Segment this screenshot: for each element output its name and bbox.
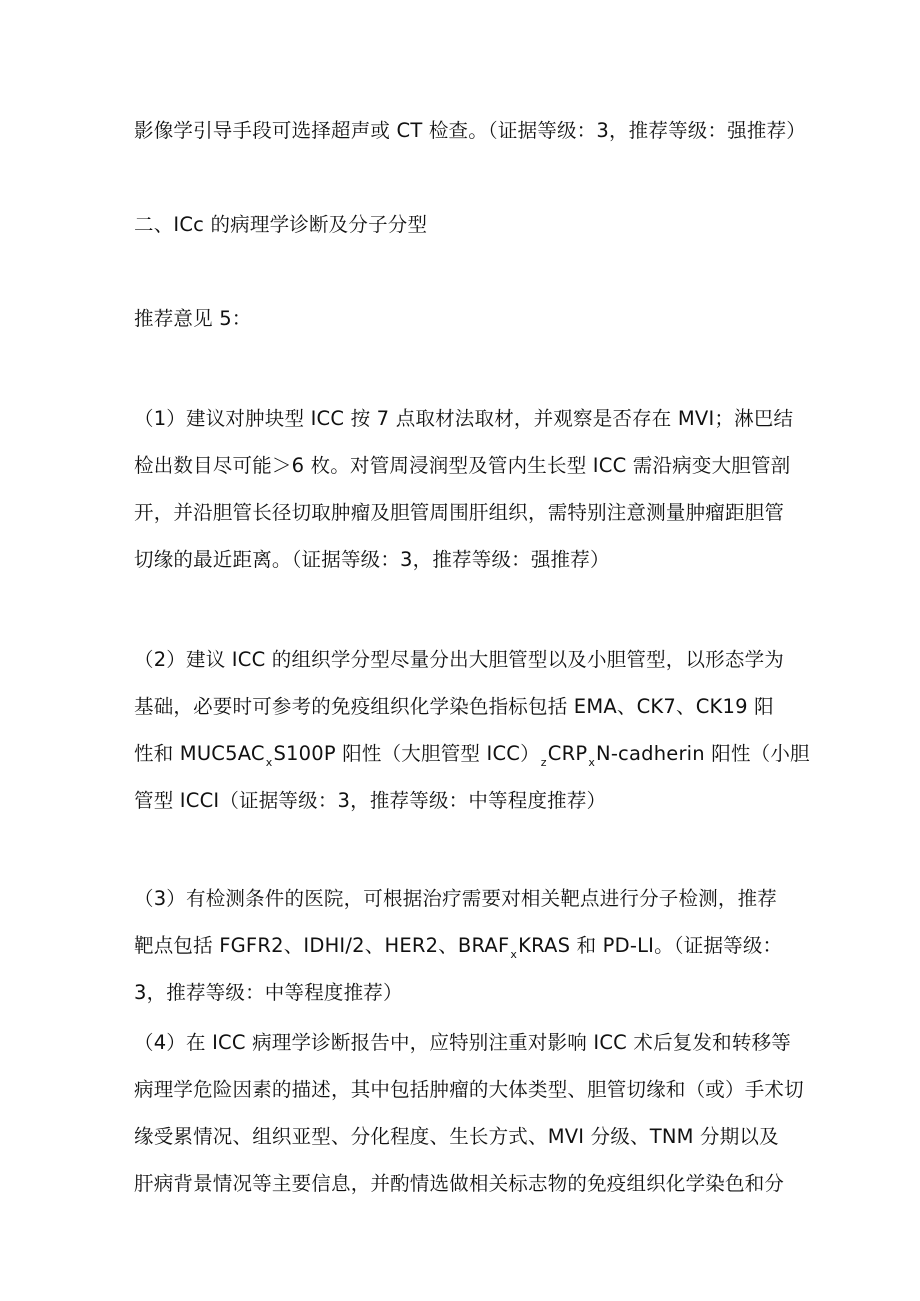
subscript: x — [588, 756, 596, 769]
text-line: 缘受累情况、组织亚型、分化程度、生长方式、MVI 分级、TNM 分期以及 — [134, 1125, 779, 1148]
text-line: 基础，必要时可参考的免疫组织化学染色指标包括 EMA、CK7、CK19 阳 — [134, 695, 774, 718]
subscript: z — [540, 756, 547, 769]
text-line — [134, 933, 814, 962]
text-segment: KRAS 和 PD-LI。（证据等级： — [518, 934, 783, 957]
text-line: 病理学危险因素的描述，其中包括肿瘤的大体类型、胆管切缘和（或）手术切 — [134, 1078, 804, 1101]
text-line: （2）建议 ICC 的组织学分型尽量分出大胆管型以及小胆管型，以形态学为 — [134, 648, 784, 671]
text-line: 影像学引导手段可选择超声或 CT 检查。（证据等级：3，推荐等级：强推荐） — [134, 119, 806, 142]
text-line: 肝病背景情况等主要信息，并酌情选做相关标志物的免疫组织化学染色和分 — [134, 1172, 785, 1195]
text-line: （4）在 ICC 病理学诊断报告中，应特别注重对影响 ICC 术后复发和转移等 — [134, 1031, 791, 1054]
text-line: （1）建议对肿块型 ICC 按 7 点取材法取材，并观察是否存在 MVI；淋巴结 — [134, 407, 794, 430]
text-segment: 性和 MUC5AC — [134, 742, 265, 765]
subscript: x — [510, 948, 518, 961]
text-line — [134, 741, 814, 770]
subscript: x — [265, 756, 273, 769]
text-segment: 靶点包括 FGFR2、IDHI/2、HER2、BRAF — [134, 934, 510, 957]
text-segment: N-cadherin 阳性（小胆 — [596, 742, 810, 765]
text-line: 管型 ICCI（证据等级：3，推荐等级：中等程度推荐） — [134, 789, 607, 812]
text-segment: S100P 阳性（大胆管型 ICC） — [273, 742, 540, 765]
text-line: 检出数目尽可能＞6 枚。对管周浸润型及管内生长型 ICC 需沿病变大胆管剖 — [134, 454, 791, 477]
text-line: 切缘的最近距离。（证据等级：3，推荐等级：强推荐） — [134, 548, 610, 571]
text-line: 开，并沿胆管长径切取肿瘤及胆管周围肝组织，需特别注意测量肿瘤距胆管 — [134, 501, 785, 524]
text-line: （3）有检测条件的医院，可根据治疗需要对相关靶点进行分子检测，推荐 — [134, 887, 778, 910]
text-line: 3，推荐等级：中等程度推荐） — [134, 981, 403, 1004]
section-heading: 二、ICc 的病理学诊断及分子分型 — [134, 213, 428, 236]
recommendation-heading: 推荐意见 5： — [134, 307, 252, 330]
text-segment: CRP — [547, 742, 588, 765]
